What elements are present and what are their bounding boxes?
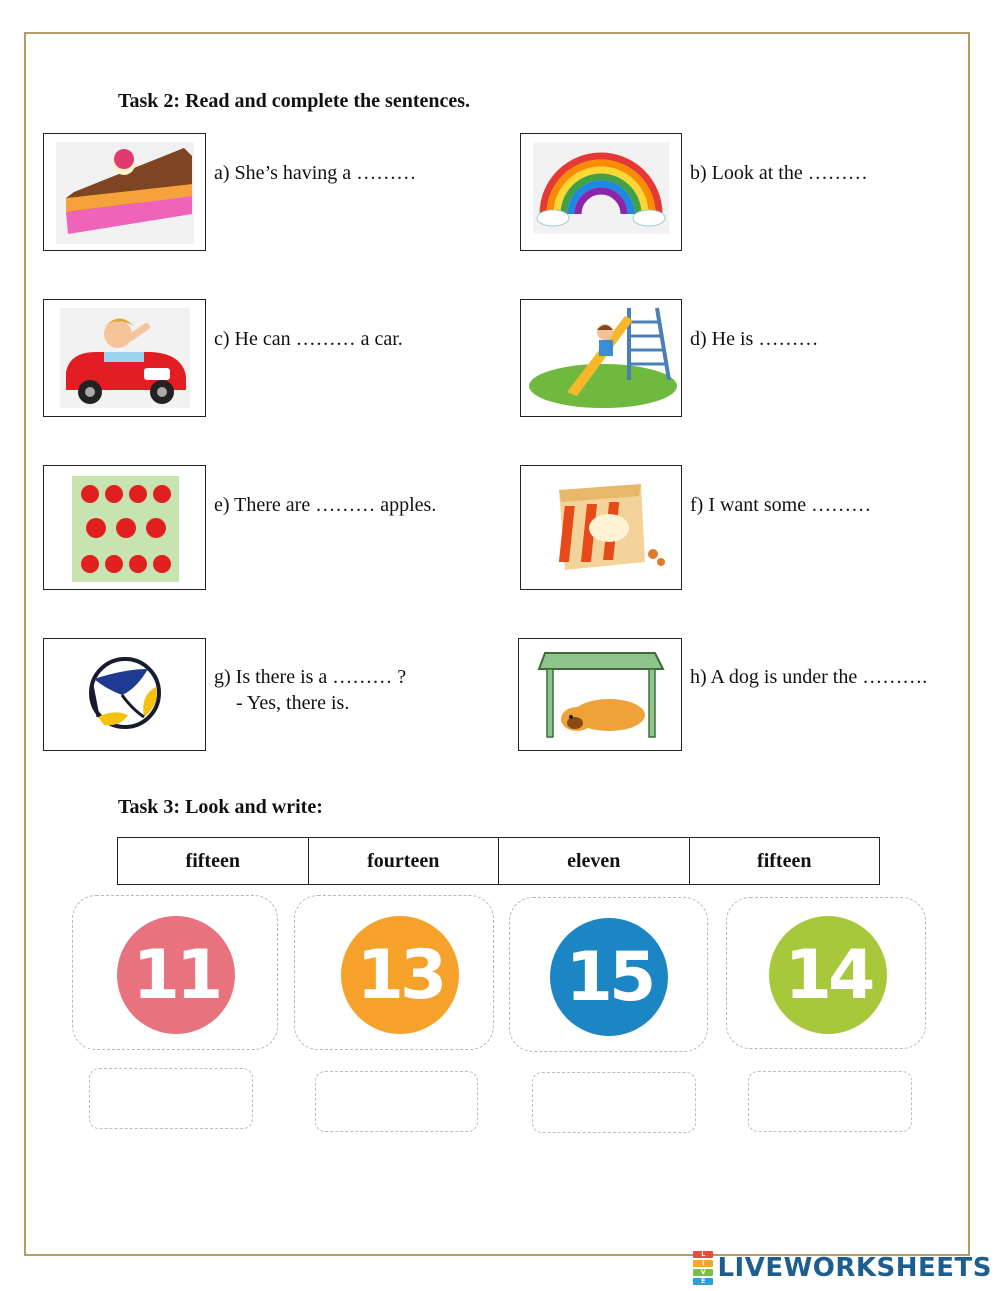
liveworksheets-logo	[693, 1251, 992, 1285]
number-circle: 13	[341, 916, 459, 1034]
dog-under-table-icon	[518, 638, 682, 751]
apples-grid-icon	[43, 465, 206, 590]
answer-input-3[interactable]	[532, 1072, 696, 1133]
rainbow-icon	[520, 133, 682, 251]
sentence-g	[214, 664, 406, 716]
volleyball-icon	[43, 638, 206, 751]
task3-title: Task 3: Look and write:	[118, 796, 323, 818]
answer-input-2[interactable]	[315, 1071, 478, 1132]
number-card	[294, 895, 494, 1050]
number-circle: 15	[550, 918, 668, 1036]
task2-title: Task 2: Read and complete the sentences.	[118, 90, 471, 112]
answer-input-1[interactable]	[89, 1068, 253, 1129]
sentence-a: a) She’s having a ………	[214, 162, 417, 184]
logo-letter: I	[693, 1260, 713, 1267]
cake-slice-icon	[43, 133, 206, 251]
sentence-b: b) Look at the ………	[690, 162, 868, 184]
logo-letter: L	[693, 1251, 713, 1258]
number-circle: 11	[117, 916, 235, 1034]
word-bank-cell: fifteen	[185, 849, 240, 872]
sentence-h: h) A dog is under the ……….	[690, 666, 928, 688]
number-card	[72, 895, 278, 1050]
sentence-c: c) He can ……… a car.	[214, 328, 403, 350]
word-bank-cell: fourteen	[308, 838, 499, 884]
sentence-g-answer: - Yes, there is.	[236, 692, 350, 714]
word-bank-cell: fifteen	[689, 838, 880, 884]
number-circle: 14	[769, 916, 887, 1034]
chips-bag-icon	[520, 465, 682, 590]
number-card	[726, 897, 926, 1049]
logo-letter: V	[693, 1269, 713, 1276]
sentence-g-question: g) Is there is a ……… ?	[214, 666, 407, 688]
answer-input-4[interactable]	[748, 1071, 912, 1132]
word-bank	[117, 837, 880, 885]
logo-letter: E	[693, 1278, 713, 1285]
boy-on-slide-icon	[520, 299, 682, 417]
sentence-d: d) He is ………	[690, 328, 819, 350]
logo-mark-icon	[693, 1251, 713, 1285]
sentence-f: f) I want some ………	[690, 494, 872, 516]
logo-text: LIVEWORKSHEETS	[717, 1253, 992, 1283]
boy-driving-car-icon	[43, 299, 206, 417]
word-bank-cell: eleven	[498, 838, 689, 884]
sentence-e: e) There are ……… apples.	[214, 494, 437, 516]
number-card	[509, 897, 708, 1052]
